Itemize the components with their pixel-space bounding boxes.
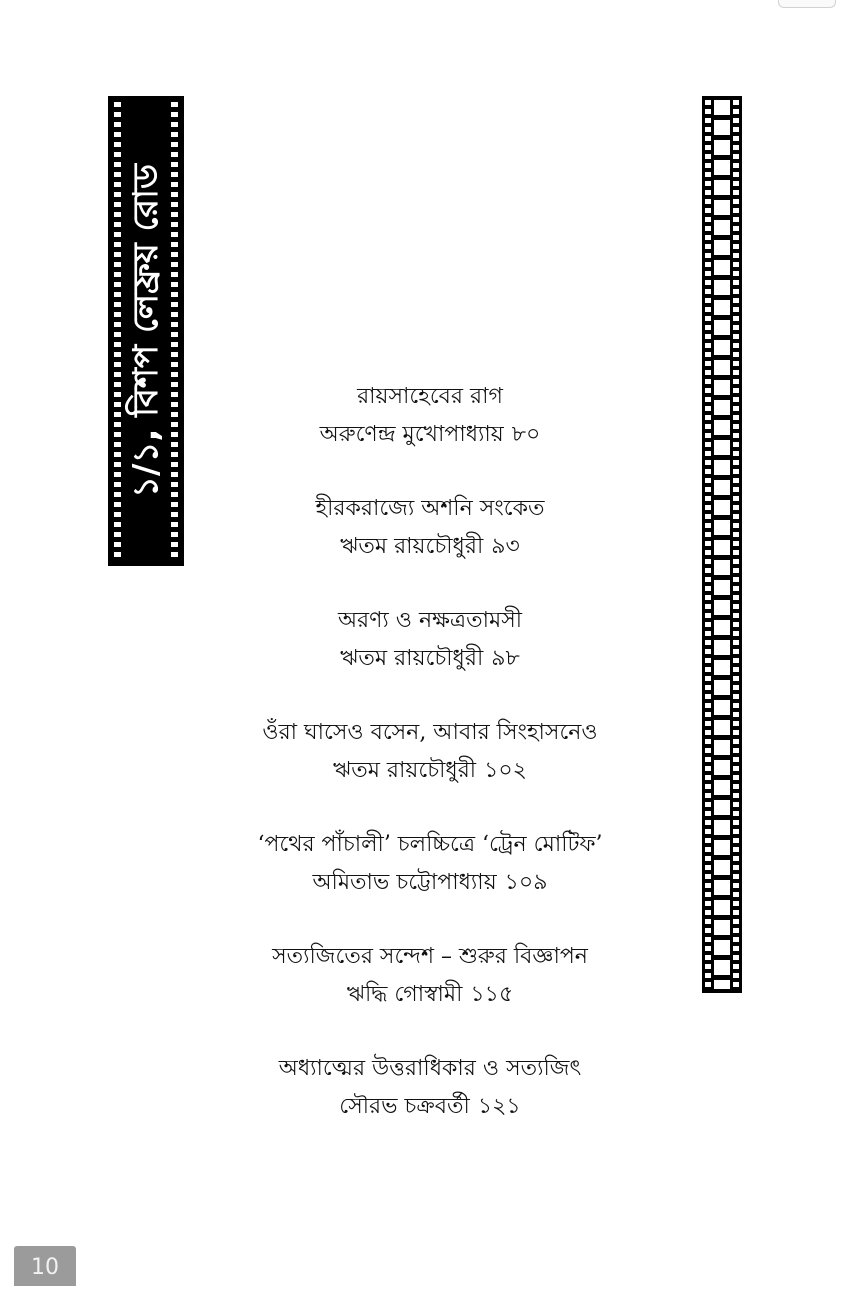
entry-title: হীরকরাজ্যে অশনি সংকেত (315, 496, 545, 521)
entry-author-line (180, 416, 680, 454)
film-sprocket-left (705, 100, 711, 989)
contents-entry (180, 378, 680, 454)
entry-page: ৮০ (511, 422, 541, 447)
section-banner (108, 96, 184, 566)
entry-author: অরুণেন্দ্র মুখোপাধ্যায় (319, 422, 504, 447)
film-frames (714, 100, 730, 989)
entry-title: সত্যজিতের সন্দেশ – শুরুর বিজ্ঞাপন (272, 944, 588, 969)
film-strip-decoration (702, 96, 742, 993)
contents-entry (180, 826, 680, 902)
entry-author: ঋতম রায়চৌধুরী (340, 646, 484, 671)
entry-page: ১০২ (484, 758, 527, 783)
entry-author-line (180, 752, 680, 790)
entry-title: রায়সাহেবের রাগ (357, 384, 503, 409)
entry-author: ঋতম রায়চৌধুরী (333, 758, 477, 783)
page-number: 10 (14, 1246, 76, 1286)
contents-entry (180, 490, 680, 566)
entry-author: সৌরভ চক্রবর্তী (339, 1094, 470, 1119)
contents-list (180, 378, 680, 1162)
entry-author: ঋতম রায়চৌধুরী (340, 534, 484, 559)
entry-page: ১০৯ (504, 870, 548, 895)
film-perforation-right (171, 102, 178, 560)
film-perforation-left (114, 102, 121, 560)
section-title: ১/১, বিশপ লেফ্রয় রোড (126, 163, 166, 499)
entry-author-line (180, 1088, 680, 1126)
contents-entry (180, 602, 680, 678)
entry-author-line (180, 528, 680, 566)
top-tab (778, 0, 836, 8)
contents-entry (180, 714, 680, 790)
contents-entry (180, 1050, 680, 1126)
entry-author-line (180, 640, 680, 678)
entry-title: ওঁরা ঘাসেও বসেন, আবার সিংহাসনেও (262, 720, 598, 745)
entry-page: ৯৮ (491, 646, 520, 671)
entry-title: ‘পথের পাঁচালী’ চলচ্চিত্রে ‘ট্রেন মোটিফ’ (257, 832, 603, 857)
contents-entry (180, 938, 680, 1014)
film-sprocket-right (733, 100, 739, 989)
entry-author: অমিতাভ চট্টোপাধ্যায় (312, 870, 497, 895)
entry-page: ১১৫ (470, 982, 514, 1007)
entry-author-line (180, 976, 680, 1014)
entry-title: অরণ্য ও নক্ষত্রতামসী (337, 608, 523, 633)
entry-author-line (180, 864, 680, 902)
entry-title: অধ্যাত্মের উত্তরাধিকার ও সত্যজিৎ (278, 1056, 582, 1081)
entry-page: ৯৩ (491, 534, 520, 559)
entry-page: ১২১ (477, 1094, 521, 1119)
entry-author: ঋদ্ধি গোস্বামী (346, 982, 463, 1007)
